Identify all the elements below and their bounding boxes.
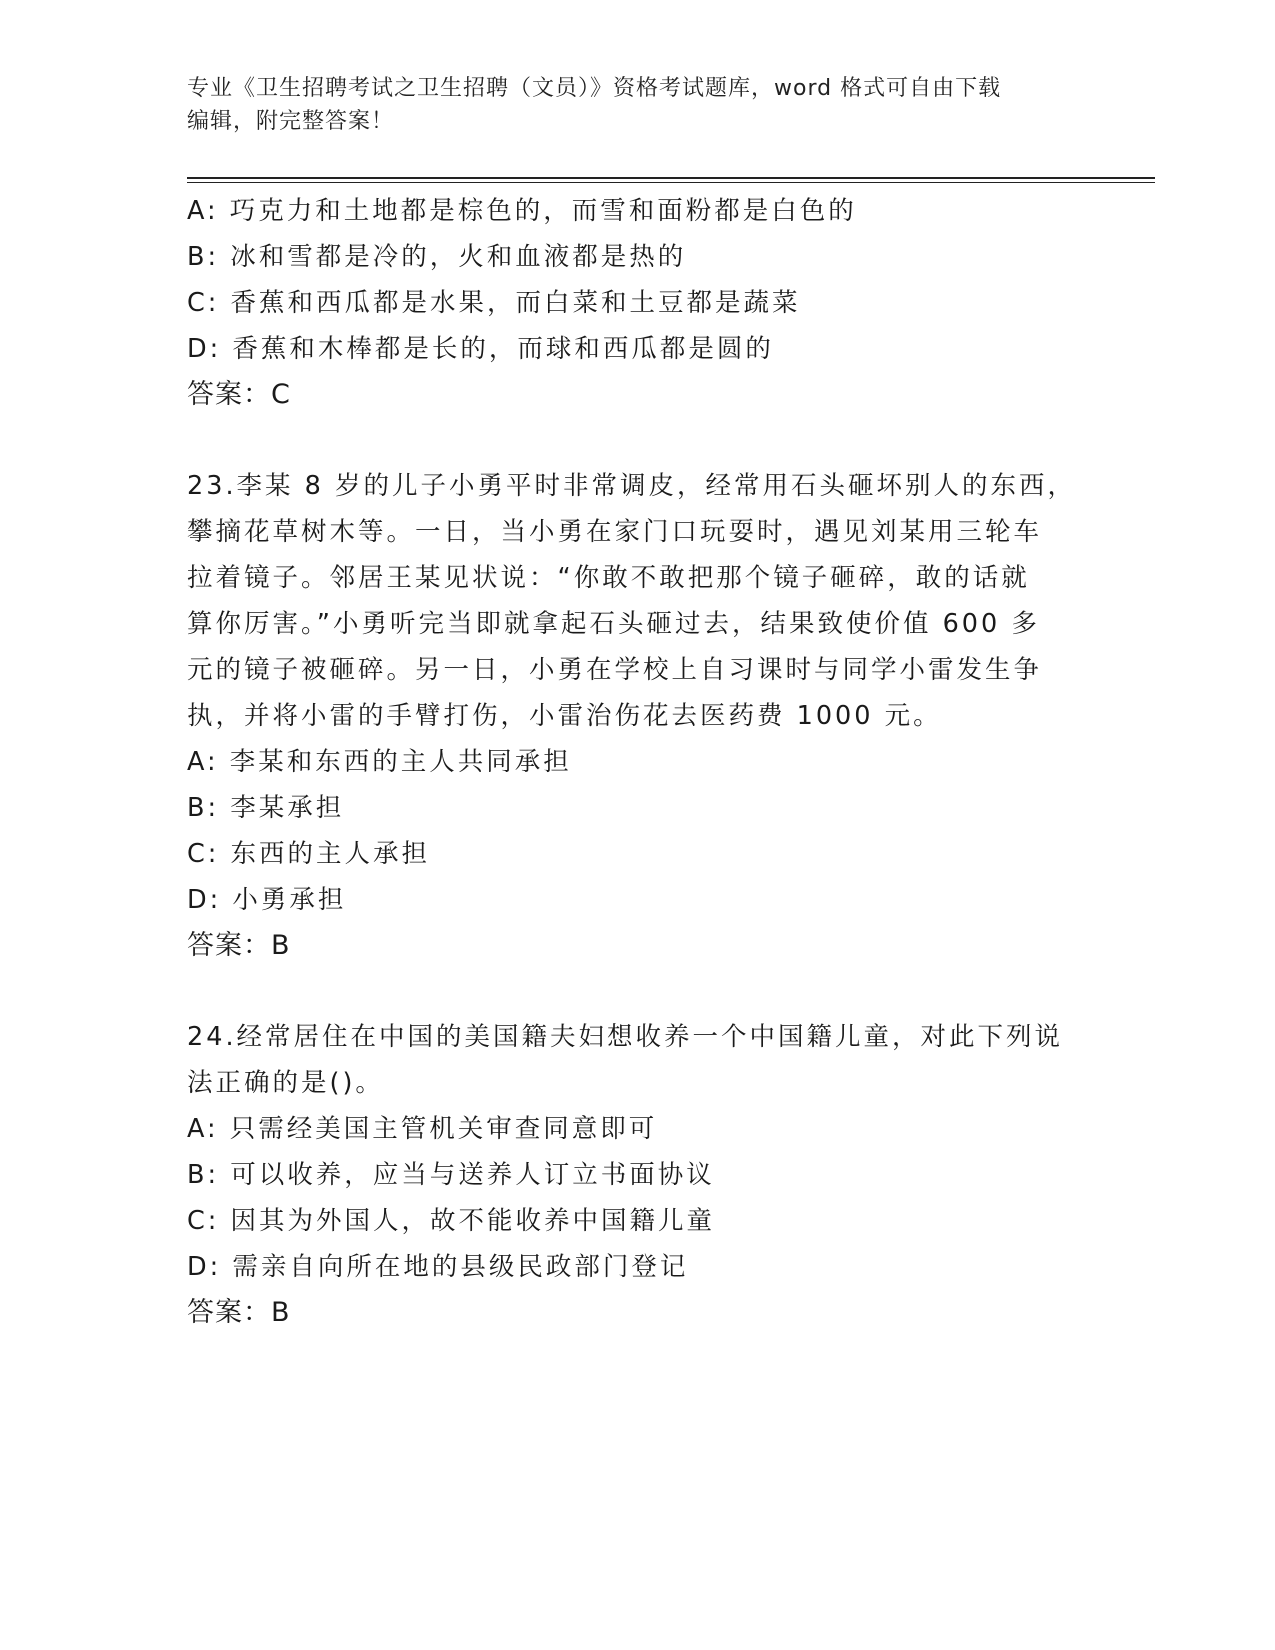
option-b: B: 李某承担 (187, 793, 345, 823)
option-d: D: 香蕉和木棒都是长的，而球和西瓜都是圆的 (187, 334, 774, 364)
stem-line: 执，并将小雷的手臂打伤，小雷治伤花去医药费 1000 元。 (187, 701, 942, 731)
stem-line: 算你厉害。”小勇听完当即就拿起石头砸过去，结果致使价值 600 多 (187, 609, 1040, 639)
option-b: B: 可以收养，应当与送养人订立书面协议 (187, 1160, 715, 1190)
answer-line: 答案：B (187, 930, 291, 961)
option-c: C: 香蕉和西瓜都是水果，而白菜和土豆都是蔬菜 (187, 288, 801, 318)
stem-line: 23.李某 8 岁的儿子小勇平时非常调皮，经常用石头砸坏别人的东西， (187, 471, 1076, 501)
option-a: A: 巧克力和土地都是棕色的，而雪和面粉都是白色的 (187, 196, 857, 226)
stem-line: 攀摘花草树木等。一日，当小勇在家门口玩耍时，遇见刘某用三轮车 (187, 517, 1043, 547)
header-rule-thick (187, 177, 1155, 179)
option-c: C: 因其为外国人，故不能收养中国籍儿童 (187, 1206, 716, 1236)
option-c: C: 东西的主人承担 (187, 839, 431, 869)
document-header (187, 72, 1087, 138)
header-line-2: 编辑，附完整答案！ (187, 109, 395, 134)
option-a: A: 李某和东西的主人共同承担 (187, 747, 572, 777)
question-22 (187, 188, 1087, 418)
question-24 (187, 1014, 1087, 1336)
header-line-1: 专业《卫生招聘考试之卫生招聘（文员）》资格考试题库，word 格式可自由下载 (187, 76, 1002, 101)
stem-line: 元的镜子被砸碎。另一日，小勇在学校上自习课时与同学小雷发生争 (187, 655, 1043, 685)
stem-line: 拉着镜子。邻居王某见状说：“你敢不敢把那个镜子砸碎，敢的话就 (187, 563, 1030, 593)
option-a: A: 只需经美国主管机关审查同意即可 (187, 1114, 658, 1144)
stem-line: 24.经常居住在中国的美国籍夫妇想收养一个中国籍儿童，对此下列说 (187, 1022, 1064, 1052)
answer-line: 答案：B (187, 1297, 291, 1328)
question-stem (187, 1014, 1087, 1106)
stem-line: 法正确的是()。 (187, 1068, 384, 1098)
option-b: B: 冰和雪都是冷的，火和血液都是热的 (187, 242, 687, 272)
option-d: D: 需亲自向所在地的县级民政部门登记 (187, 1252, 689, 1282)
question-content (187, 188, 1087, 1336)
answer-line: 答案：C (187, 379, 291, 410)
header-rule-thin (187, 182, 1155, 183)
question-stem (187, 463, 1087, 739)
question-23 (187, 463, 1087, 969)
option-d: D: 小勇承担 (187, 885, 347, 915)
